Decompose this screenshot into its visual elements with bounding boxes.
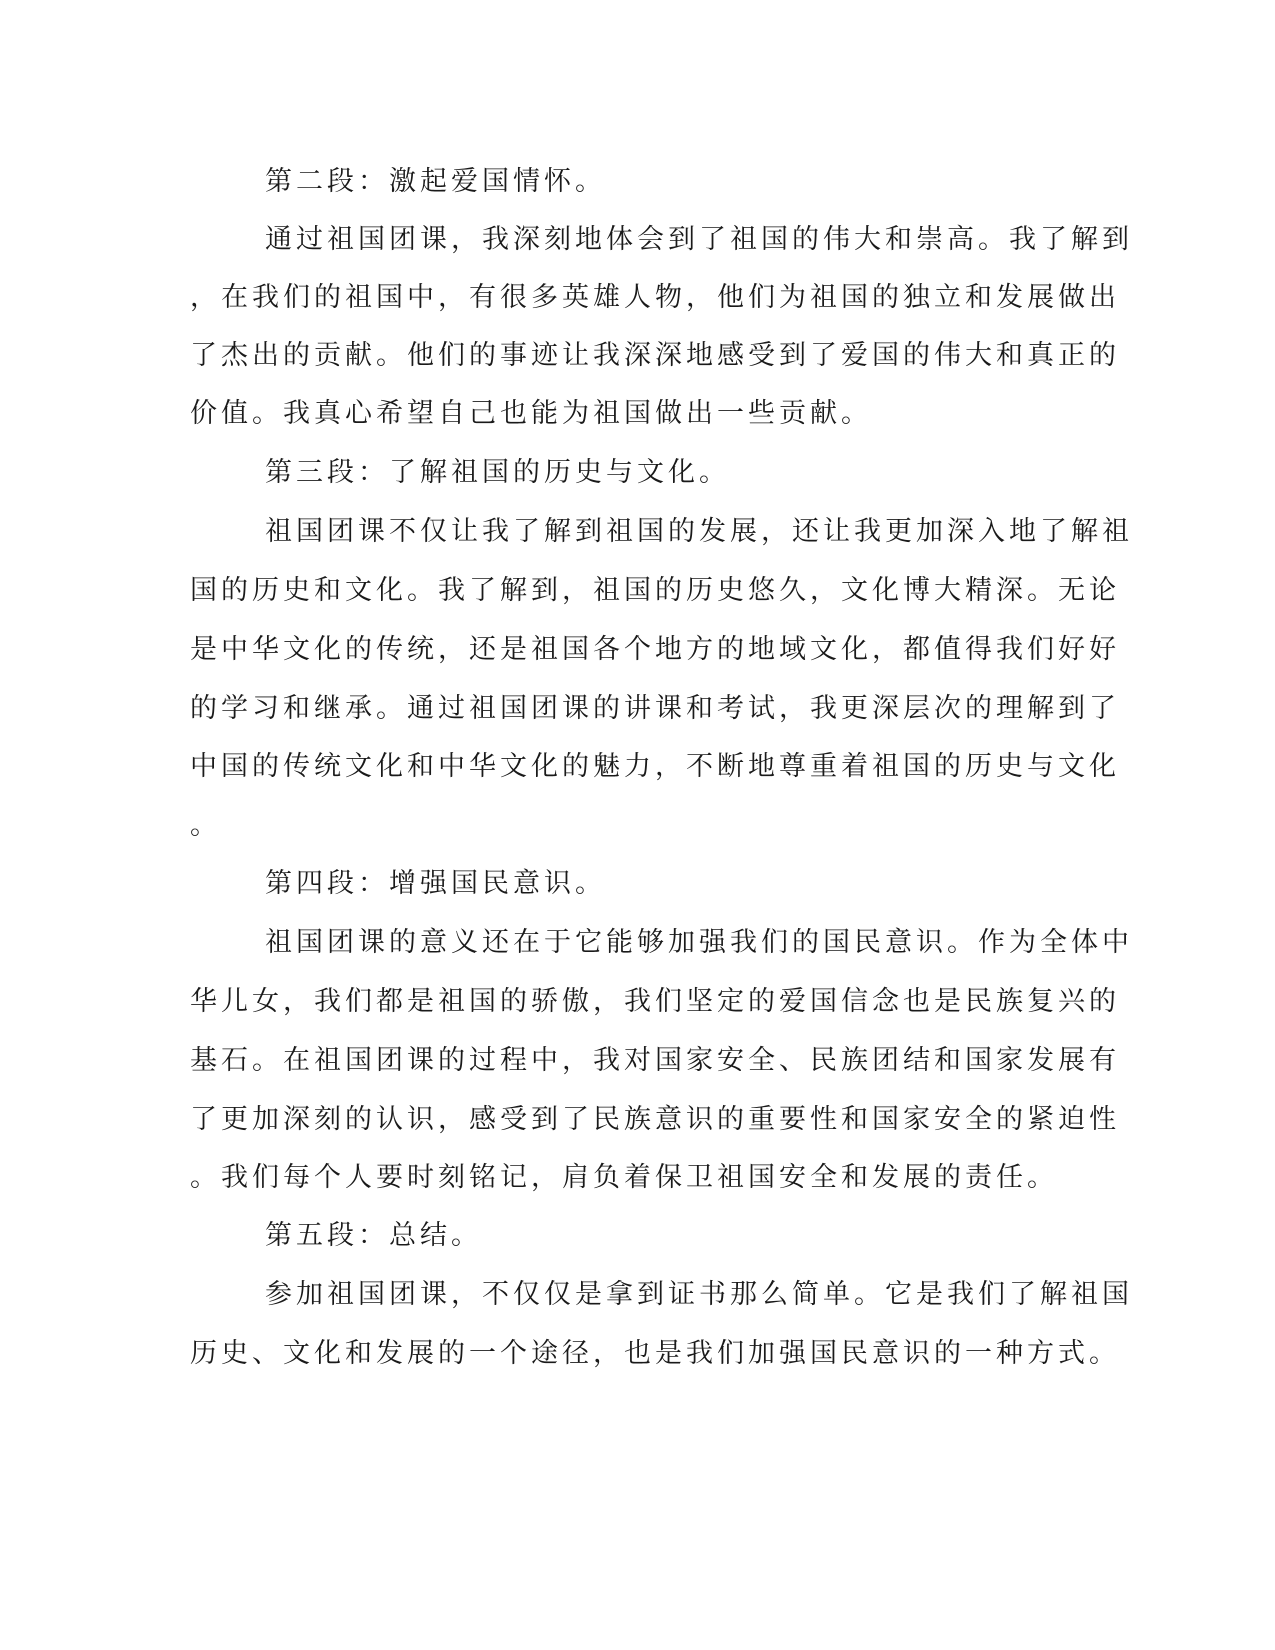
paragraph-line: 基石。在祖国团课的过程中，我对国家安全、民族团结和国家发展有 <box>190 1045 1120 1076</box>
section-heading-4: 第四段：增强国民意识。 <box>265 868 606 899</box>
paragraph-line: 价值。我真心希望自己也能为祖国做出一些贡献。 <box>190 398 872 429</box>
paragraph-line: 祖国团课不仅让我了解到祖国的发展，还让我更加深入地了解祖 <box>265 516 1133 547</box>
paragraph-line: 了杰出的贡献。他们的事迹让我深深地感受到了爱国的伟大和真正的 <box>190 340 1120 371</box>
paragraph-line: 了更加深刻的认识，感受到了民族意识的重要性和国家安全的紧迫性 <box>190 1104 1120 1135</box>
paragraph-line: 国的历史和文化。我了解到，祖国的历史悠久，文化博大精深。无论 <box>190 575 1120 606</box>
paragraph-line: 华儿女，我们都是祖国的骄傲，我们坚定的爱国信念也是民族复兴的 <box>190 986 1120 1017</box>
section-heading-5: 第五段：总结。 <box>265 1220 482 1251</box>
paragraph-line: 。 <box>190 810 221 841</box>
paragraph-line: 参加祖国团课，不仅仅是拿到证书那么简单。它是我们了解祖国 <box>265 1279 1133 1310</box>
paragraph-line: 历史、文化和发展的一个途径，也是我们加强国民意识的一种方式。 <box>190 1338 1120 1369</box>
paragraph-line: 的学习和继承。通过祖国团课的讲课和考试，我更深层次的理解到了 <box>190 693 1120 724</box>
section-heading-2: 第二段：激起爱国情怀。 <box>265 166 606 197</box>
paragraph-line: ，在我们的祖国中，有很多英雄人物，他们为祖国的独立和发展做出 <box>190 282 1120 313</box>
paragraph-line: 通过祖国团课，我深刻地体会到了祖国的伟大和崇高。我了解到 <box>265 224 1133 255</box>
paragraph-line: 是中华文化的传统，还是祖国各个地方的地域文化，都值得我们好好 <box>190 634 1120 665</box>
paragraph-line: 。我们每个人要时刻铭记，肩负着保卫祖国安全和发展的责任。 <box>190 1162 1058 1193</box>
paragraph-line: 祖国团课的意义还在于它能够加强我们的国民意识。作为全体中 <box>265 927 1133 958</box>
section-heading-3: 第三段：了解祖国的历史与文化。 <box>265 457 730 488</box>
paragraph-line: 中国的传统文化和中华文化的魅力，不断地尊重着祖国的历史与文化 <box>190 751 1120 782</box>
